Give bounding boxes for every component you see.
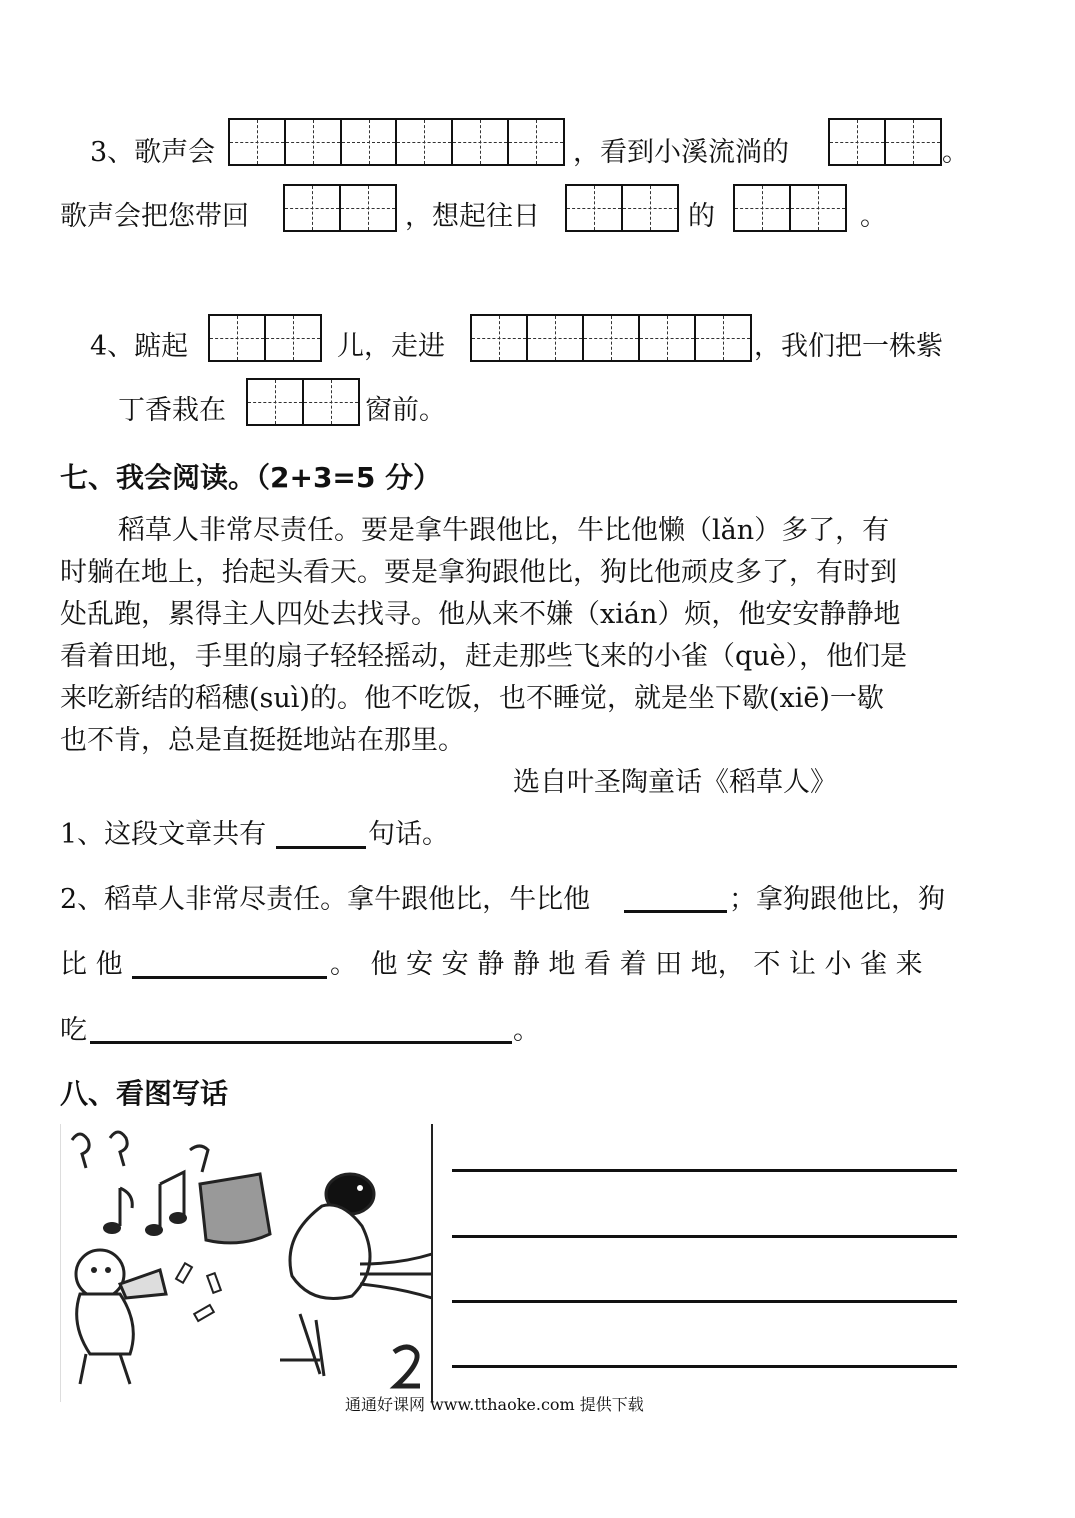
passage-source: 选自叶圣陶童话《稻草人》 [513, 767, 837, 798]
q2-text-f: 。 [513, 1015, 540, 1046]
writing-line-2[interactable] [452, 1235, 957, 1238]
q4-text-4: 丁香栽在 [118, 395, 226, 426]
q2-text-d: 。 他 安 安 静 静 地 看 着 田 地， 不 让 小 雀 来 [330, 949, 923, 980]
q3-grid-5[interactable] [733, 184, 847, 232]
writing-line-3[interactable] [452, 1300, 957, 1303]
footer-text: 通通好课网 www.tthaoke.com 提供下载 [345, 1395, 644, 1414]
q2-blank-1[interactable] [624, 910, 727, 913]
q3-text-4: ，想起往日 [405, 201, 540, 232]
q4-text-3: ，我们把一株紫 [754, 331, 943, 362]
passage-line-1: 稻草人非常尽责任。要是拿牛跟他比，牛比他懒（lǎn）多了，有 [118, 515, 890, 546]
passage-line-4: 看着田地，手里的扇子轻轻摇动，赶走那些飞来的小雀（què），他们是 [60, 641, 908, 672]
q2-text-a: 2、稻草人非常尽责任。拿牛跟他比，牛比他 [60, 884, 591, 915]
q1-text-b: 句话。 [368, 819, 449, 850]
q2-blank-2[interactable] [132, 976, 327, 979]
q2-text-c: 比 他 [60, 949, 123, 980]
passage-line-2: 时躺在地上，抬起头看天。要是拿狗跟他比，狗比他顽皮多了，有时到 [60, 557, 897, 588]
writing-line-4[interactable] [452, 1365, 957, 1368]
writing-line-1[interactable] [452, 1169, 957, 1172]
passage-line-6: 也不肯，总是直挺挺地站在那里。 [60, 725, 465, 756]
q4-grid-1[interactable] [208, 314, 322, 362]
q3-text-2: ，看到小溪流淌的 [573, 137, 789, 168]
q3-text-1: 3、歌声会 [90, 137, 216, 168]
reading-passage [60, 510, 960, 762]
q3-grid-1[interactable] [228, 118, 565, 166]
q3-text-5: 的 [688, 201, 715, 232]
section8-heading: 八、看图写话 [60, 1077, 229, 1110]
q2-blank-3[interactable] [90, 1041, 512, 1044]
q2-text-b: ；拿狗跟他比，狗 [729, 884, 945, 915]
q4-text-2: 儿，走进 [337, 331, 445, 362]
passage-line-3: 处乱跑，累得主人四处去找寻。他从来不嫌（xián）烦，他安安静静地 [60, 599, 901, 630]
q3-end-2: 。 [860, 201, 887, 232]
q3-text-3: 歌声会把您带回 [60, 201, 249, 232]
q4-grid-2[interactable] [470, 314, 752, 362]
section7-heading: 七、我会阅读。（2+3=5 分） [60, 461, 442, 494]
q4-text-5: 窗前。 [365, 395, 446, 426]
q2-text-e: 吃 [60, 1015, 87, 1046]
q4-text-1: 4、踮起 [90, 331, 189, 362]
q3-end-1: 。 [942, 137, 969, 168]
q3-grid-3[interactable] [283, 184, 397, 232]
q3-grid-2[interactable] [828, 118, 942, 166]
q1-text-a: 1、这段文章共有 [60, 819, 267, 850]
passage-line-5: 来吃新结的稻穗(suì)的。他不吃饭，也不睡觉，就是坐下歇(xiē)一歇 [60, 683, 884, 714]
q1-blank[interactable] [276, 846, 366, 849]
q3-grid-4[interactable] [565, 184, 679, 232]
picture-illustration [60, 1124, 434, 1402]
q4-grid-3[interactable] [246, 378, 360, 426]
